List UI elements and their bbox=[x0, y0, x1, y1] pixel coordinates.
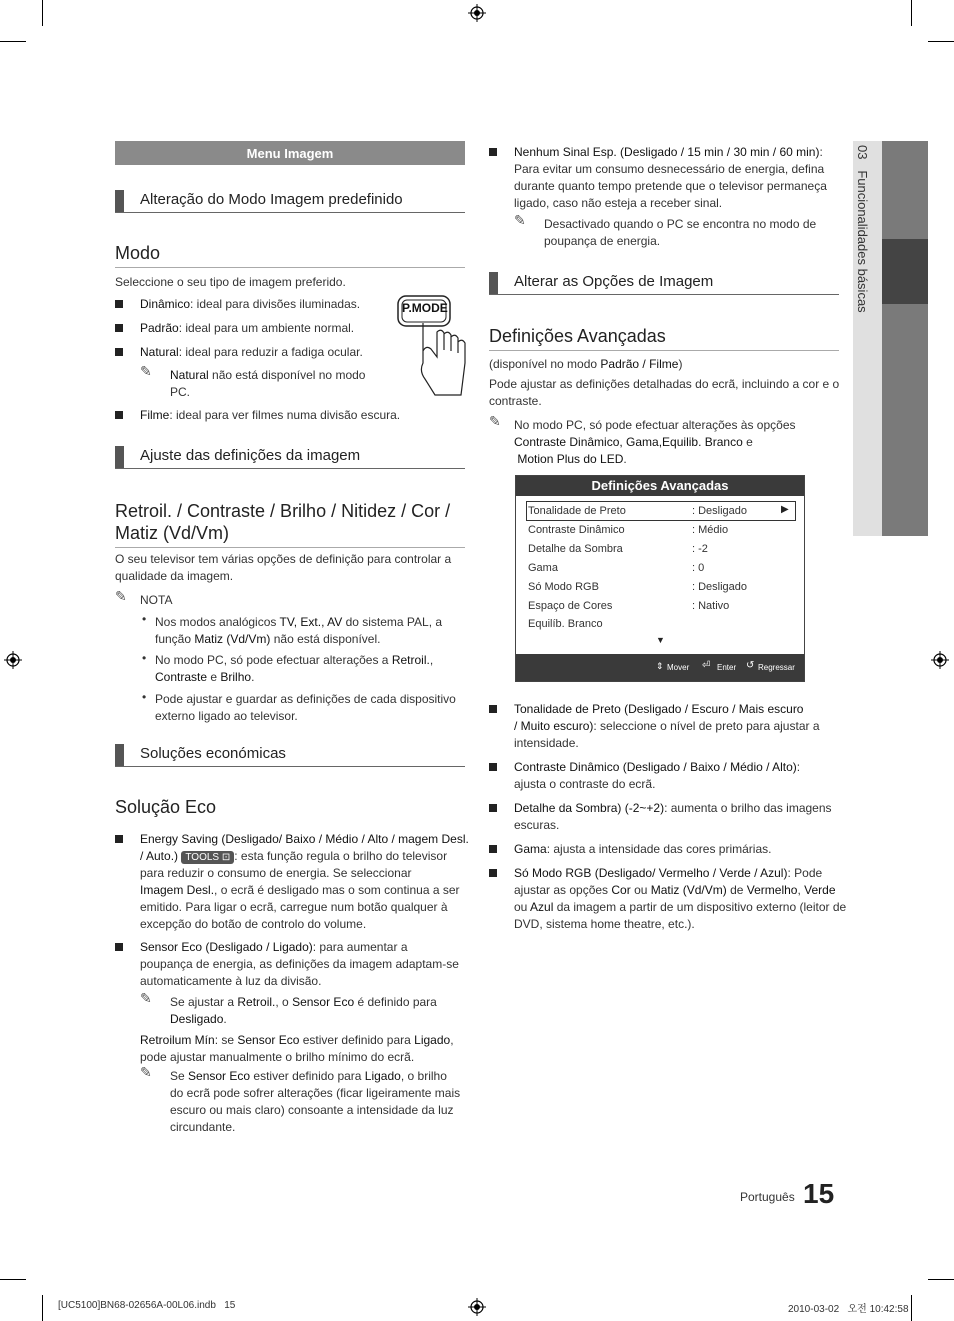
nenhum-sinal-text: Nenhum Sinal Esp. (Desligado / 15 min / 30 min / 60 min): Para evitar um consumo desnecessário de energia, defina durante quanto tempo pretende que o televisor permaneça ligado, caso não esteja a receber sinal. bbox=[514, 145, 827, 210]
registration-mark-icon bbox=[4, 651, 22, 669]
bullet-square bbox=[115, 411, 123, 419]
nota-item-1: Nos modos analógicos TV, Ext., AV do sistema PAL, a função Matiz (Vd/Vm) não está disponível. bbox=[155, 615, 443, 646]
retroilum-min-note: Se Sensor Eco estiver definido para Ligado, o brilho do ecrã pode sofrer alterações (ficar ligeiramente mais escuro ou mais claro) consoante a intensidade da luz circundante. bbox=[170, 1069, 461, 1134]
bullet-square bbox=[115, 943, 123, 951]
crop-mark bbox=[42, 1295, 43, 1321]
registration-mark-icon bbox=[468, 4, 486, 22]
page-number: 15 bbox=[803, 1178, 835, 1209]
modo-item-padrao: Padrão: ideal para um ambiente normal. bbox=[140, 321, 355, 335]
crop-mark bbox=[0, 1279, 26, 1280]
bullet-square bbox=[115, 324, 123, 332]
osd-title: Definições Avançadas bbox=[516, 476, 804, 496]
section-banner: Menu Imagem bbox=[115, 141, 465, 165]
nota-item-2: No modo PC, só pode efectuar alterações a Retroil., Contraste e Brilho. bbox=[155, 653, 434, 684]
osd-advanced-settings-menu bbox=[515, 475, 805, 682]
bullet-square bbox=[115, 835, 123, 843]
osd-nav-bar bbox=[516, 654, 804, 681]
sensor-eco-note: Se ajustar a Retroil., o Sensor Eco é definido para Desligado. bbox=[170, 995, 437, 1026]
osd-row-value: : Desligado bbox=[692, 581, 748, 593]
natural-note: Natural não está disponível no modo PC. bbox=[170, 368, 366, 399]
pencil-note-icon: ✎ bbox=[140, 990, 152, 1006]
crop-mark bbox=[0, 41, 26, 42]
heading-definicoes-avancadas: Definições Avançadas bbox=[489, 326, 839, 351]
heading-retroil: Retroil. / Contraste / Brilho / Nitidez / Cor / Matiz (Vd/Vm) bbox=[115, 500, 465, 548]
registration-mark-icon bbox=[931, 651, 949, 669]
bullet-dot: • bbox=[142, 612, 147, 626]
bullet-square bbox=[489, 148, 497, 156]
osd-row-value: : 0 bbox=[692, 562, 705, 574]
bullet-dot: • bbox=[142, 651, 147, 665]
crop-mark bbox=[928, 41, 954, 42]
nav-enter-label: Enter bbox=[717, 663, 737, 672]
osd-row-label[interactable]: Gama bbox=[528, 562, 558, 574]
modo-rgb-text: Só Modo RGB (Desligado/ Vermelho / Verde / Azul): Pode ajustar as opções Cor ou Matiz (Vd/Vm) de Vermelho, Verde ou Azul da imagem a partir de um dispositivo externo (leitor de DVD, sistema home theatre, etc.). bbox=[514, 866, 847, 931]
subheading-ajuste: Ajuste das definições da imagem bbox=[115, 446, 465, 469]
bullet-square bbox=[489, 804, 497, 812]
retroilum-min-text: Retroilum Mín: se Sensor Eco estiver definido para Ligado, pode ajustar manualmente o brilho mínimo do ecrã. bbox=[140, 1033, 454, 1064]
footer-file-info: [UC5100]BN68-02656A-00L06.indb 15 bbox=[58, 1300, 236, 1311]
heading-solucao-eco: Solução Eco bbox=[115, 797, 217, 817]
sensor-eco-text: Sensor Eco (Desligado / Ligado): para aumentar a poupança de energia, as definições da imagem adaptam-se automaticamente à luz da divisão. bbox=[140, 940, 459, 988]
pmode-label: P.MODE bbox=[402, 301, 448, 315]
availability-note: (disponível no modo Padrão / Filme) bbox=[489, 357, 683, 371]
nav-move-label: Mover bbox=[667, 663, 690, 672]
side-tab-marker bbox=[882, 239, 928, 304]
osd-row-value: : Desligado bbox=[692, 505, 748, 517]
registration-mark-icon bbox=[468, 1298, 486, 1316]
osd-row-label: Tonalidade de Preto bbox=[528, 505, 626, 517]
side-tab-bar bbox=[882, 141, 928, 536]
osd-row-label[interactable]: Equilíb. Branco bbox=[528, 618, 603, 630]
osd-row-value: : Nativo bbox=[692, 600, 730, 612]
tonalidade-preto-text: Tonalidade de Preto (Desligado / Escuro / Mais escuro / Muito escuro): seleccione o nível de preto para ajustar a intensidade. bbox=[514, 702, 820, 750]
pencil-note-icon: ✎ bbox=[514, 212, 526, 228]
contraste-dinamico-text: Contraste Dinâmico (Desligado / Baixo / Médio / Alto): ajusta o contraste do ecrã. bbox=[514, 760, 801, 791]
nenhum-sinal-note: Desactivado quando o PC se encontra no modo de poupança de energia. bbox=[544, 217, 817, 248]
pencil-note-icon: ✎ bbox=[140, 363, 152, 379]
modo-intro: Seleccione o seu tipo de imagem preferido. bbox=[115, 275, 346, 289]
enter-icon: ⏎ bbox=[702, 660, 711, 671]
arrow-right-icon: ▶ bbox=[781, 504, 789, 515]
subheading-solucoes: Soluções económicas bbox=[115, 744, 465, 767]
tools-button-icon: TOOLS ⊡ bbox=[181, 851, 234, 864]
retroil-intro: O seu televisor tem várias opções de definição para controlar a qualidade da imagem. bbox=[115, 552, 452, 583]
osd-row-label[interactable]: Contraste Dinâmico bbox=[528, 524, 625, 536]
crop-mark bbox=[928, 1279, 954, 1280]
pencil-note-icon: ✎ bbox=[140, 1064, 152, 1080]
footer-timestamp: 2010-03-02 오전 10:42:58 bbox=[788, 1304, 909, 1315]
adv-intro: Pode ajustar as definições detalhadas do ecrã, incluindo a cor e o contraste. bbox=[489, 377, 840, 408]
chapter-label: 03 Funcionalidades básicas bbox=[855, 145, 870, 313]
scroll-down-icon[interactable]: ▼ bbox=[656, 635, 665, 645]
bullet-square bbox=[489, 869, 497, 877]
return-icon: ↺ bbox=[746, 660, 755, 671]
crop-mark bbox=[911, 1295, 912, 1321]
heading-modo: Modo bbox=[115, 243, 465, 268]
crop-mark bbox=[911, 0, 912, 26]
move-arrows-icon: ⇕ bbox=[656, 661, 664, 671]
energy-saving-text: Energy Saving (Desligado/ Baixo / Médio / Alto / magem Desl. / Auto.) TOOLS ⊡ : esta função regula o brilho do televisor para reduzir o consumo de energia. Se seleccionar Imagem Desl., o ecrã é desligado mas o som continua a ser emitido. Para ligar o ecrã, carregue num botão qualquer à excepção do botão de controlo do volume. bbox=[140, 832, 469, 931]
bullet-square bbox=[115, 348, 123, 356]
bullet-square bbox=[489, 705, 497, 713]
pc-note: No modo PC, só pode efectuar alterações às opções Contraste Dinâmico, Gama,Equilib. Branco e Motion Plus do LED. bbox=[514, 418, 796, 466]
nota-label: NOTA bbox=[140, 593, 173, 607]
modo-item-dinamico: Dinâmico: ideal para divisões iluminadas. bbox=[140, 297, 361, 311]
nav-return-label: Regressar bbox=[758, 663, 795, 672]
bullet-square bbox=[115, 300, 123, 308]
modo-item-filme: Filme: ideal para ver filmes numa divisão escura. bbox=[140, 408, 401, 422]
bullet-square bbox=[489, 845, 497, 853]
osd-row-label[interactable]: Só Modo RGB bbox=[528, 581, 599, 593]
osd-row-value: : Médio bbox=[692, 524, 729, 536]
osd-row-label[interactable]: Espaço de Cores bbox=[528, 600, 613, 612]
pencil-note-icon: ✎ bbox=[115, 588, 127, 604]
subheading-modo-predefinido: Alteração do Modo Imagem predefinido bbox=[115, 190, 465, 213]
bullet-square bbox=[489, 763, 497, 771]
pencil-note-icon: ✎ bbox=[489, 413, 501, 429]
footer-language: Português bbox=[740, 1190, 795, 1204]
subheading-alterar-opcoes: Alterar as Opções de Imagem bbox=[489, 272, 839, 295]
osd-row-value: : -2 bbox=[692, 543, 708, 555]
gama-text: Gama: ajusta a intensidade das cores primárias. bbox=[514, 842, 772, 856]
bullet-dot: • bbox=[142, 690, 147, 704]
detalhe-sombra-text: Detalhe da Sombra) (-2~+2): aumenta o brilho das imagens escuras. bbox=[514, 801, 832, 832]
crop-mark bbox=[42, 0, 43, 26]
osd-row-label[interactable]: Detalhe da Sombra bbox=[528, 543, 623, 555]
nota-item-3: Pode ajustar e guardar as definições de cada dispositivo externo ligado ao televisor. bbox=[155, 692, 456, 723]
modo-item-natural: Natural: ideal para reduzir a fadiga ocular. bbox=[140, 345, 363, 359]
